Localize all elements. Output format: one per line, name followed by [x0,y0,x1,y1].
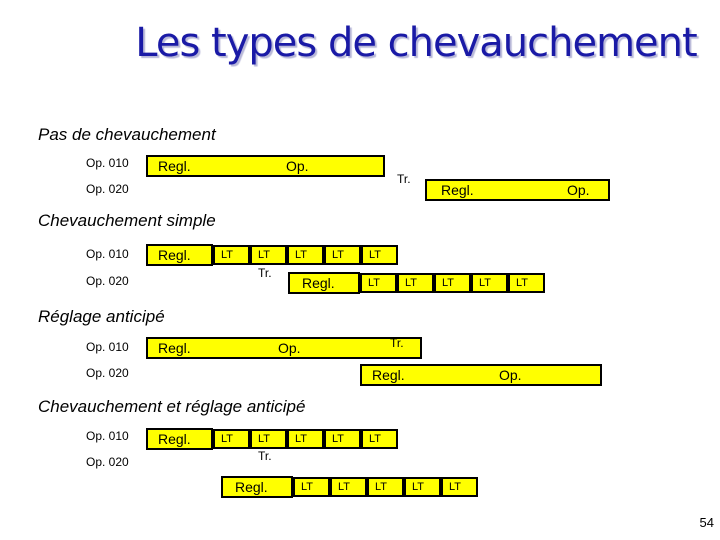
transfer-label: Tr. [390,336,404,350]
lot-block: LT [330,477,367,497]
setup-label: Regl. [158,431,191,447]
op010-bar [146,337,422,359]
transfer-label: Tr. [397,172,411,186]
section-title-simple-overlap: Chevauchement simple [38,211,216,230]
lot-block: LT [213,245,250,265]
lot-block: LT [441,477,478,497]
setup-label: Regl. [372,367,405,383]
operation-label: Op. [499,367,522,383]
op020-label: Op. 020 [86,366,129,380]
lot-block: LT [367,477,404,497]
op020-label: Op. 020 [86,455,129,469]
setup-label: Regl. [158,340,191,356]
lot-block: LT [404,477,441,497]
transfer-label: Tr. [258,266,272,280]
lot-block: LT [324,429,361,449]
slide-title: Les types de chevauchement [135,20,697,66]
lot-block: LT [434,273,471,293]
lot-block: LT [293,477,330,497]
lot-block: LT [397,273,434,293]
setup-label: Regl. [302,275,335,291]
op020-bar [360,364,602,386]
section-title-no-overlap: Pas de chevauchement [38,125,216,144]
op010-bar [146,155,385,177]
op010-label: Op. 010 [86,156,129,170]
operation-label: Op. [286,158,309,174]
op010-label: Op. 010 [86,429,129,443]
op020-label: Op. 020 [86,182,129,196]
lot-block: LT [250,245,287,265]
section-title-anticipated-setup: Réglage anticipé [38,307,165,326]
lot-block: LT [324,245,361,265]
lot-block: LT [287,429,324,449]
op020-setup-bar [288,272,360,294]
lot-block: LT [361,429,398,449]
lot-block: LT [287,245,324,265]
transfer-label: Tr. [258,449,272,463]
setup-label: Regl. [441,182,474,198]
lot-block: LT [508,273,545,293]
lot-block: LT [213,429,250,449]
setup-label: Regl. [158,158,191,174]
section-title-overlap-and-anticipated-setup: Chevauchement et réglage anticipé [38,397,306,416]
lot-block: LT [361,245,398,265]
setup-label: Regl. [235,479,268,495]
page-number: 54 [699,515,714,530]
setup-label: Regl. [158,247,191,263]
operation-label: Op. [567,182,590,198]
lot-block: LT [250,429,287,449]
op020-bar [425,179,610,201]
op010-setup-bar [146,244,213,266]
operation-label: Op. [278,340,301,356]
lot-block: LT [360,273,397,293]
op020-label: Op. 020 [86,274,129,288]
op010-label: Op. 010 [86,340,129,354]
lot-block: LT [471,273,508,293]
op020-setup-bar [221,476,293,498]
op010-label: Op. 010 [86,247,129,261]
op010-setup-bar [146,428,213,450]
